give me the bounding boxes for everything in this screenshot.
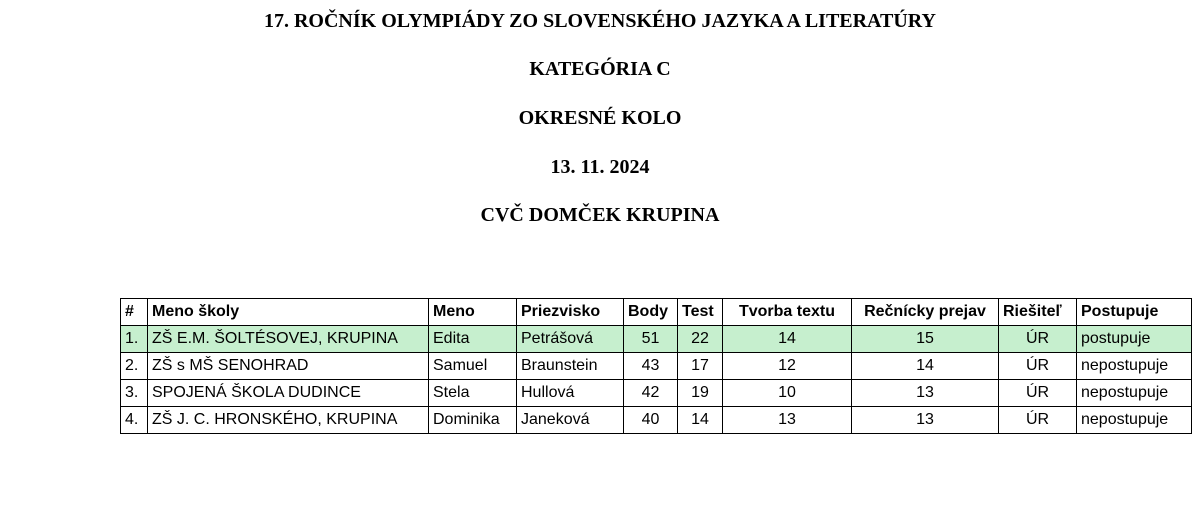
cell-first-name: Stela <box>429 380 517 407</box>
title-olympiad: 17. ROČNÍK OLYMPIÁDY ZO SLOVENSKÉHO JAZYKA A LITERATÚRY <box>263 10 936 32</box>
cell-speech: 15 <box>852 326 999 353</box>
col-header-test: Test <box>678 299 723 326</box>
cell-number: 4. <box>121 407 148 434</box>
cell-speech: 13 <box>852 380 999 407</box>
cell-points: 43 <box>624 353 678 380</box>
cell-advances: postupuje <box>1077 326 1192 353</box>
col-header-number: # <box>121 299 148 326</box>
cell-points: 51 <box>624 326 678 353</box>
cell-solver: ÚR <box>999 353 1077 380</box>
title-category: KATEGÓRIA C <box>529 58 671 80</box>
cell-solver: ÚR <box>999 380 1077 407</box>
cell-first-name: Dominika <box>429 407 517 434</box>
cell-text-creation: 12 <box>723 353 852 380</box>
cell-text-creation: 13 <box>723 407 852 434</box>
col-header-speech: Rečnícky prejav <box>852 299 999 326</box>
cell-advances: nepostupuje <box>1077 353 1192 380</box>
table-header-row <box>121 299 1192 326</box>
results-table <box>120 298 1192 434</box>
cell-test: 17 <box>678 353 723 380</box>
cell-test: 22 <box>678 326 723 353</box>
cell-surname: Braunstein <box>517 353 624 380</box>
cell-surname: Hullová <box>517 380 624 407</box>
cell-text-creation: 10 <box>723 380 852 407</box>
table-row <box>121 353 1192 380</box>
col-header-surname: Priezvisko <box>517 299 624 326</box>
cell-points: 40 <box>624 407 678 434</box>
cell-speech: 14 <box>852 353 999 380</box>
cell-speech: 13 <box>852 407 999 434</box>
cell-school: ZŠ s MŠ SENOHRAD <box>148 353 429 380</box>
col-header-first-name: Meno <box>429 299 517 326</box>
cell-solver: ÚR <box>999 407 1077 434</box>
cell-first-name: Edita <box>429 326 517 353</box>
title-venue: CVČ DOMČEK KRUPINA <box>480 204 720 226</box>
cell-advances: nepostupuje <box>1077 380 1192 407</box>
cell-test: 14 <box>678 407 723 434</box>
cell-school: ZŠ E.M. ŠOLTÉSOVEJ, KRUPINA <box>148 326 429 353</box>
title-date: 13. 11. 2024 <box>550 156 650 178</box>
table-row <box>121 407 1192 434</box>
cell-solver: ÚR <box>999 326 1077 353</box>
cell-first-name: Samuel <box>429 353 517 380</box>
title-round: OKRESNÉ KOLO <box>518 107 682 129</box>
cell-text-creation: 14 <box>723 326 852 353</box>
cell-school: ZŠ J. C. HRONSKÉHO, KRUPINA <box>148 407 429 434</box>
cell-school: SPOJENÁ ŠKOLA DUDINCE <box>148 380 429 407</box>
col-header-points: Body <box>624 299 678 326</box>
cell-number: 1. <box>121 326 148 353</box>
cell-number: 2. <box>121 353 148 380</box>
col-header-advances: Postupuje <box>1077 299 1192 326</box>
cell-surname: Petrášová <box>517 326 624 353</box>
cell-advances: nepostupuje <box>1077 407 1192 434</box>
col-header-solver: Riešiteľ <box>999 299 1077 326</box>
table-row <box>121 326 1192 353</box>
table-row <box>121 380 1192 407</box>
col-header-school: Meno školy <box>148 299 429 326</box>
cell-test: 19 <box>678 380 723 407</box>
cell-surname: Janeková <box>517 407 624 434</box>
cell-points: 42 <box>624 380 678 407</box>
col-header-text-creation: Tvorba textu <box>723 299 852 326</box>
cell-number: 3. <box>121 380 148 407</box>
